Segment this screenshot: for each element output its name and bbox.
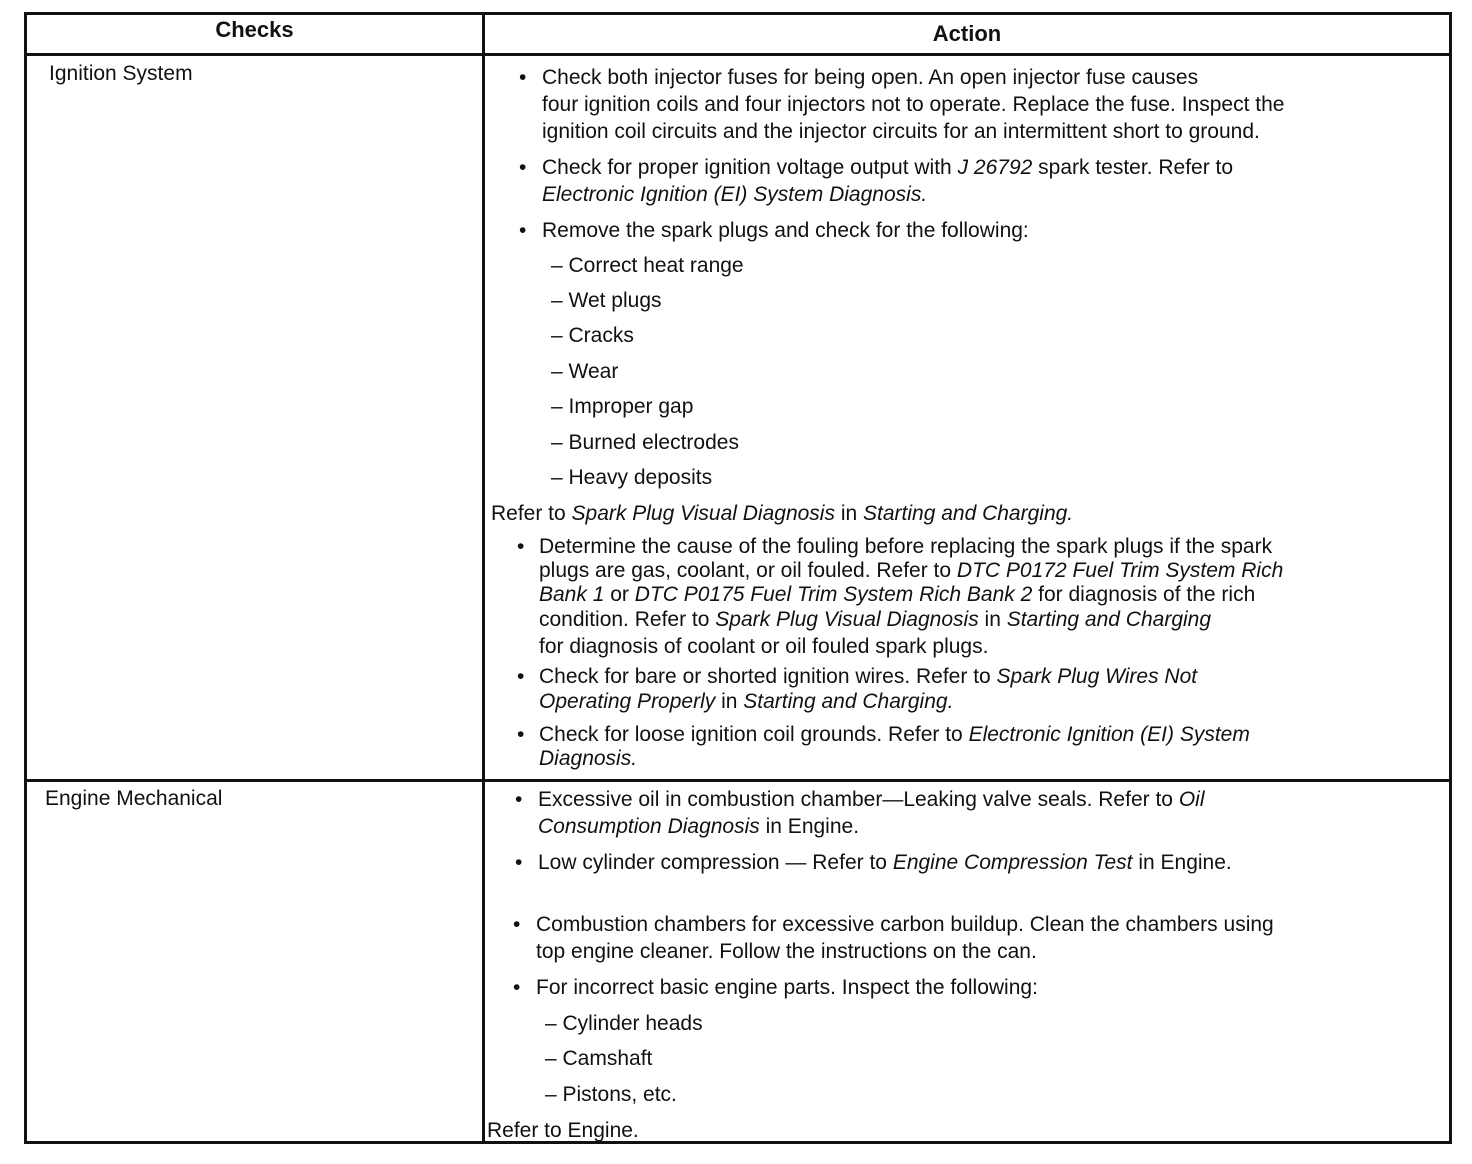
check-engine-mechanical: Engine Mechanical (45, 787, 223, 810)
action-line: plugs are gas, coolant, or oil fouled. Refer to DTC P0172 Fuel Trim System Rich (539, 559, 1284, 582)
bullet-icon: • (515, 788, 523, 811)
action-line: Check for proper ignition voltage output with J 26792 spark tester. Refer to (542, 156, 1234, 179)
action-line: Determine the cause of the fouling before replacing the spark plugs if the spark (539, 535, 1273, 558)
action-line: Remove the spark plugs and check for the following: (542, 219, 1029, 242)
action-line: Check both injector fuses for being open. An open injector fuse causes (542, 66, 1199, 89)
sub-item: – Cylinder heads (545, 1012, 703, 1035)
reference-link: Electronic Ignition (EI) System Diagnosis. (542, 183, 928, 206)
column-divider (482, 15, 485, 1141)
action-line: top engine cleaner. Follow the instructions on the can. (536, 940, 1037, 963)
action-line: Combustion chambers for excessive carbon buildup. Clean the chambers using (536, 913, 1274, 936)
action-line: Check for bare or shorted ignition wires. Refer to Spark Plug Wires Not (539, 665, 1198, 688)
bullet-icon: • (517, 535, 525, 558)
bullet-icon: • (519, 156, 527, 179)
header-checks: Checks (215, 17, 294, 42)
action-line: For incorrect basic engine parts. Inspect the following: (536, 976, 1038, 999)
action-line: Refer to Spark Plug Visual Diagnosis in Starting and Charging. (491, 502, 1074, 525)
action-line: Low cylinder compression — Refer to Engine Compression Test in Engine. (538, 851, 1232, 874)
action-line: ignition coil circuits and the injector circuits for an intermittent short to ground. (542, 120, 1260, 143)
bullet-icon: • (519, 219, 527, 242)
bullet-icon: • (513, 913, 521, 936)
action-line: Operating Properly in Starting and Charging. (539, 690, 954, 713)
action-line: Check for loose ignition coil grounds. Refer to Electronic Ignition (EI) System (539, 723, 1250, 746)
bullet-icon: • (517, 665, 525, 688)
bullet-icon: • (517, 723, 525, 746)
sub-item: – Camshaft (545, 1047, 653, 1070)
action-line: for diagnosis of coolant or oil fouled spark plugs. (539, 635, 989, 658)
sub-item: – Cracks (551, 324, 634, 347)
bullet-icon: • (513, 976, 521, 999)
sub-item: – Improper gap (551, 395, 694, 418)
header-divider (27, 53, 1449, 56)
reference-link: Diagnosis. (539, 747, 638, 770)
check-ignition-system: Ignition System (49, 62, 193, 85)
sub-item: – Heavy deposits (551, 466, 713, 489)
bullet-icon: • (515, 851, 523, 874)
sub-item: – Correct heat range (551, 254, 744, 277)
header-action: Action (932, 21, 1002, 46)
diagnosis-table (24, 12, 1452, 1144)
action-line: four ignition coils and four injectors not to operate. Replace the fuse. Inspect the (542, 93, 1285, 116)
action-line: Consumption Diagnosis in Engine. (538, 815, 860, 838)
sub-item: – Wear (551, 360, 619, 383)
action-line: condition. Refer to Spark Plug Visual Diagnosis in Starting and Charging (539, 608, 1212, 631)
row-divider (27, 779, 1449, 782)
action-line: Excessive oil in combustion chamber—Leaking valve seals. Refer to Oil (538, 788, 1205, 811)
sub-item: – Pistons, etc. (545, 1083, 677, 1106)
sub-item: – Burned electrodes (551, 431, 739, 454)
action-line: Bank 1 or DTC P0175 Fuel Trim System Rich Bank 2 for diagnosis of the rich (539, 583, 1256, 606)
bullet-icon: • (519, 66, 527, 89)
action-line: Refer to Engine. (487, 1119, 639, 1142)
sub-item: – Wet plugs (551, 289, 662, 312)
